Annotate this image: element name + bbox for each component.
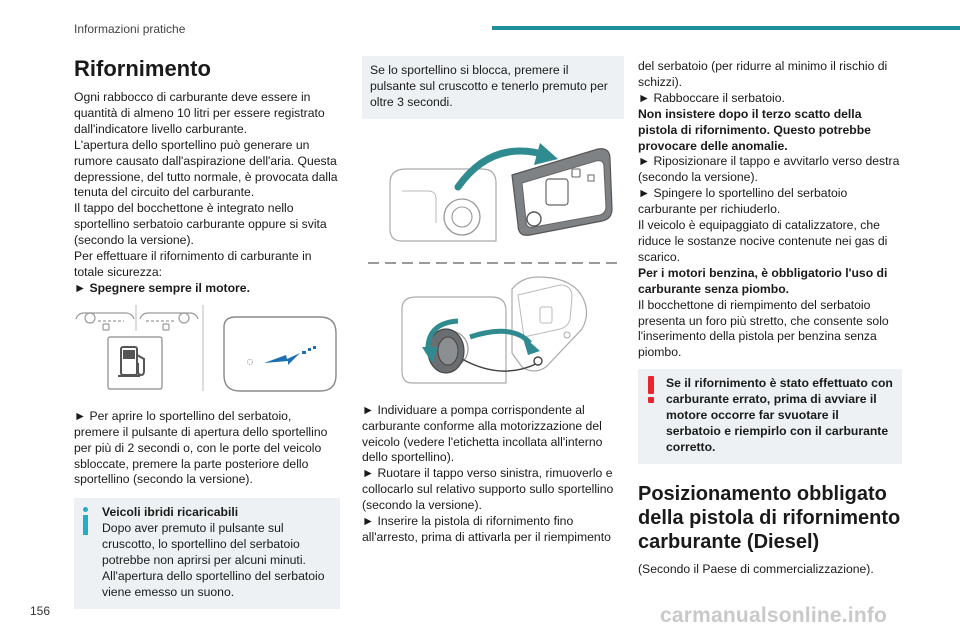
fuel-door-open-illustration: [362, 131, 624, 251]
dashed-separator: [362, 259, 624, 267]
instruction-step: ► Spegnere sempre il motore.: [74, 280, 250, 295]
note-title: Veicoli ibridi ricaricabili: [102, 505, 239, 520]
note-hybrid-vehicles: [74, 498, 340, 608]
watermark: carmanualsonline.info: [660, 604, 888, 627]
warning-paragraph: Non insistere dopo il terzo scatto della pistola di rifornimento. Questo potrebbe provocare delle anomalie.: [638, 106, 871, 153]
section-title-rifornimento: Rifornimento: [74, 56, 211, 81]
instruction-step: ► Individuare a pompa corrispondente al carburante conforme alla motorizzazione del veicolo (vedere l'etichetta incollata all'interno dello sportellino).: [362, 402, 603, 465]
paragraph: Il veicolo è equipaggiato di catalizzatore, che riduce le sostanze nocive contenute nei gas di scarico.: [638, 218, 888, 264]
paragraph: del serbatoio (per ridurre al minimo il rischio di schizzi).: [638, 59, 888, 89]
warning-text: Se il rifornimento è stato effettuato con carburante errato, prima di avviare il motore occorre far svuotare il serbatoio e riempirlo con il carburante corretto.: [666, 376, 893, 454]
paragraph: (Secondo il Paese di commercializzazione).: [638, 561, 874, 576]
instruction-step: ► Riposizionare il tappo e avvitarlo verso destra (secondo la versione).: [638, 154, 900, 185]
instruction-step: ► Per aprire lo sportellino del serbatoio, premere il pulsante di apertura dello sportellino per più di 2 secondi o, con le porte del veicolo sbloccate, premere la parte posteriore dello sportellino (secondo la versione).: [74, 408, 328, 487]
info-icon: [83, 507, 88, 537]
note-stuck-flap: [362, 56, 624, 119]
column-1: [74, 50, 340, 609]
column-2: [362, 50, 624, 546]
paragraph: Per effettuare il rifornimento di carburante in totale sicurezza:: [74, 249, 312, 279]
steering-wheel-left-icon: [76, 313, 134, 330]
paragraph: L'apertura dello sportellino può generare un rumore causato dall'aspirazione dell'aria. Questa depressione, del tutto normale, è provocata dalla tenuta del circuito del carburante.: [74, 137, 338, 200]
instruction-step: ► Spingere lo sportellino del serbatoio carburante per richiuderlo.: [638, 186, 848, 217]
header-section-label: Informazioni pratiche: [74, 22, 186, 36]
instruction-step: ► Ruotare il tappo verso sinistra, rimuoverlo e collocarlo sul relativo supporto sullo sportellino (secondo la versione).: [362, 466, 614, 513]
paragraph: Il tappo del bocchettone è integrato nello sportellino serbatoio carburante oppure si svita (secondo la versione).: [74, 201, 327, 248]
fuel-door-button-illustration: [74, 305, 340, 397]
warning-icon: [647, 376, 655, 404]
paragraph: Ogni rabbocco di carburante deve essere in quantità di almeno 10 litri per essere registrato dall'indicatore livello carburante.: [74, 90, 325, 136]
paragraph: Il bocchettone di riempimento del serbatoio presenta un foro più stretto, che consente solo l'inserimento della pistola per benzina senza piombo.: [638, 297, 889, 360]
steering-wheel-right-icon: [140, 313, 198, 330]
section-title-diesel-nozzle: Posizionamento obbligato della pistola di rifornimento carburante (Diesel): [638, 482, 901, 553]
instruction-step: ► Inserire la pistola di rifornimento fino all'arresto, prima di attivarla per il riempimento: [362, 514, 611, 544]
instruction-step: ► Rabboccare il serbatoio.: [638, 90, 785, 105]
fuel-cap-removal-illustration: [362, 271, 624, 389]
note-text: Se lo sportellino si blocca, premere il pulsante sul cruscotto e tenerlo premuto per oltre 3 secondi.: [370, 63, 608, 109]
warning-paragraph: Per i motori benzina, è obbligatorio l'uso di carburante senza piombo.: [638, 265, 888, 296]
warning-box-wrong-fuel: [638, 369, 902, 464]
header-accent-bar: [492, 26, 960, 30]
page-number: 156: [30, 604, 51, 618]
note-text: Dopo aver premuto il pulsante sul cruscotto, lo sportellino del serbatoio potrebbe non aprirsi per alcuni minuti. All'apertura dello sportellino del serbatoio viene emesso un suono.: [102, 521, 325, 599]
column-3: [638, 50, 902, 578]
